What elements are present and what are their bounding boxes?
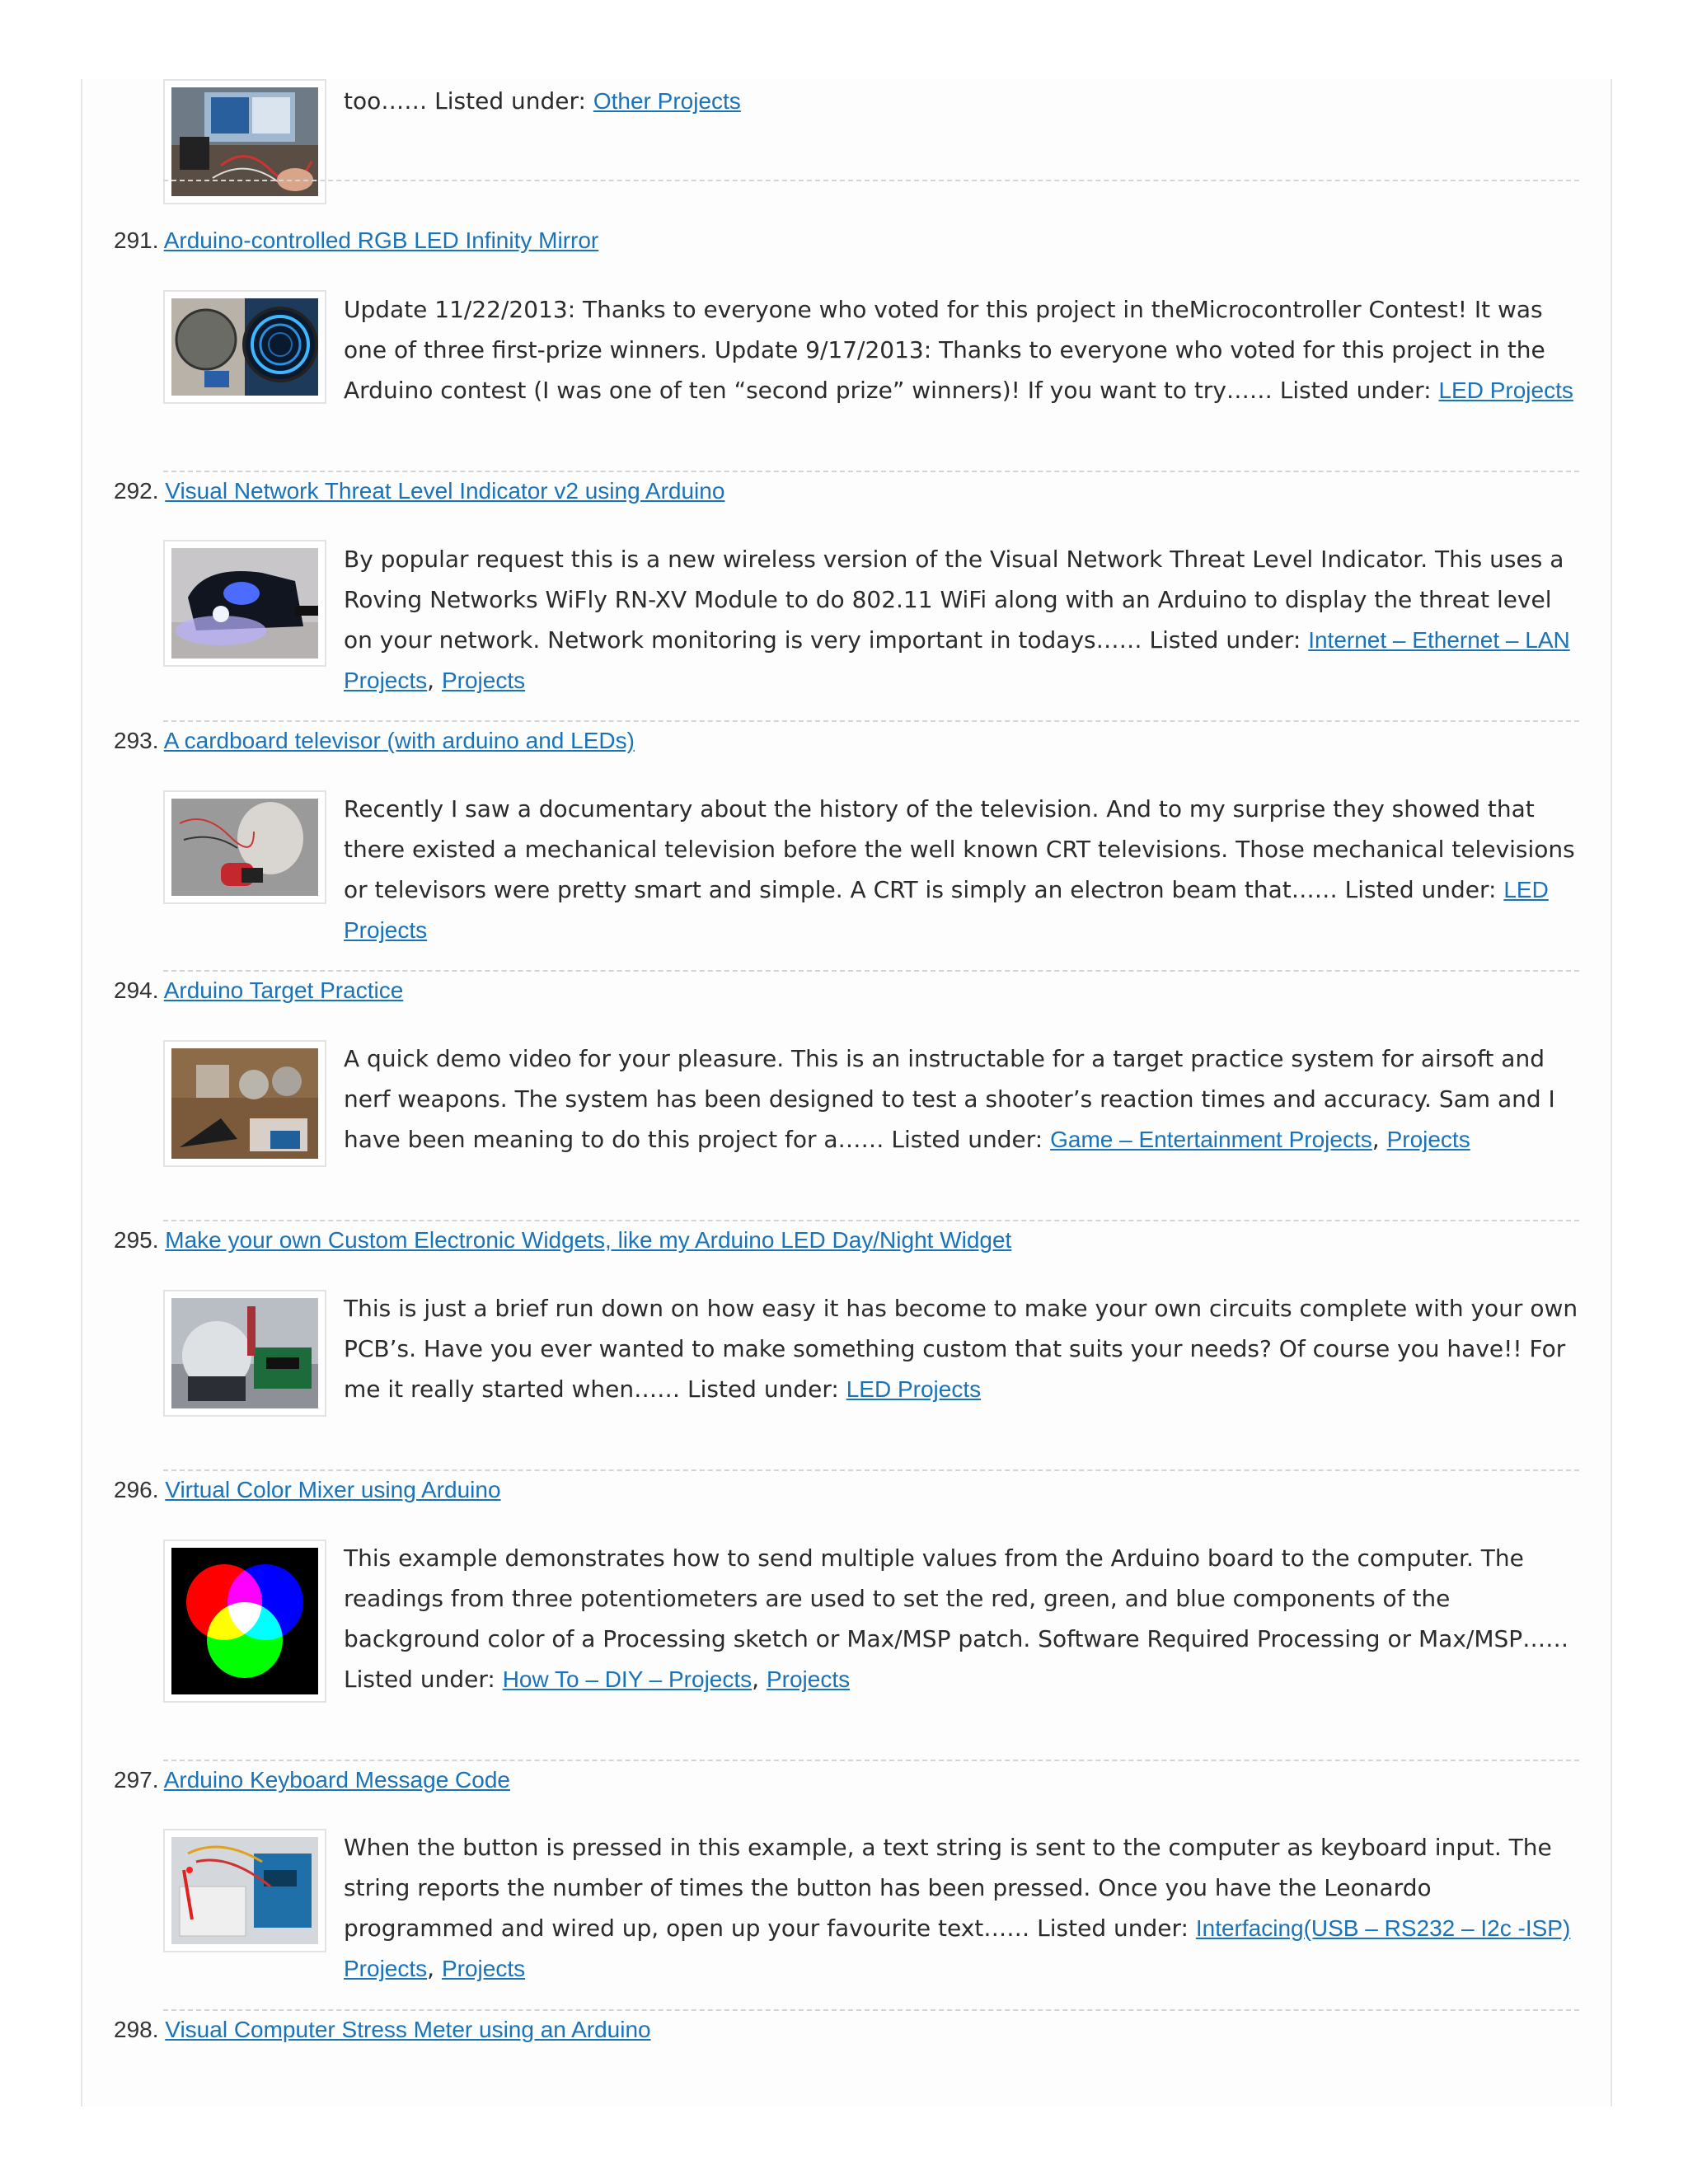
entry-number: 291. <box>114 227 164 253</box>
separator-comma: , <box>427 667 442 694</box>
entry-title-link[interactable]: A cardboard televisor (with arduino and LEDs) <box>163 728 635 753</box>
separator-comma: , <box>1372 1126 1387 1153</box>
entry-divider <box>163 180 1579 181</box>
description-text: This example demonstrates how to send multiple values from the Arduino board to the computer. The readings from three potentiometers are used to set the red, green, and blue components of the background color of a Processing sketch or Max/MSP patch. Software Required Processing or Max/MSP…… Listed under: <box>344 1544 1569 1693</box>
entry-divider <box>163 1220 1579 1221</box>
entry-296-thumbnail[interactable] <box>163 1540 326 1703</box>
entry-number: 298. <box>114 2017 166 2042</box>
entry-number: 292. <box>114 478 166 504</box>
entry-290-description <box>344 81 1582 121</box>
entry-291-thumbnail[interactable] <box>163 290 326 404</box>
entry-title-link[interactable]: Arduino Target Practice <box>163 977 404 1003</box>
entry-title-link[interactable]: Visual Network Threat Level Indicator v2 using Arduino <box>165 478 725 504</box>
category-link[interactable]: LED Projects <box>344 877 1549 943</box>
category-link[interactable]: How To – DIY – Projects <box>502 1666 753 1692</box>
category-link[interactable]: LED Projects <box>846 1376 982 1402</box>
description-text: Recently I saw a documentary about the history of the television. And to my surprise they showed that there existed a mechanical television before the well known CRT televisions. Those mechanical televisions or televisors were pretty smart and simple. A CRT is simply an electron beam that…… Listed under: <box>344 795 1575 903</box>
entry-divider <box>163 2009 1579 2011</box>
entry-296-description <box>344 1538 1582 1699</box>
description-text: This is just a brief run down on how easy it has become to make your own circuits complete with your own PCB’s. Have you ever wanted to make something custom that suits your needs? Of course you have!! For me it really started when…… Listed under: <box>344 1295 1578 1403</box>
entry-number: 293. <box>114 728 164 753</box>
entry-291-heading <box>114 224 598 257</box>
entry-divider <box>163 471 1579 472</box>
category-link[interactable]: Projects <box>1386 1127 1470 1152</box>
entry-divider <box>163 1760 1579 1761</box>
entry-293-thumbnail[interactable] <box>163 790 326 904</box>
category-link[interactable]: Projects <box>766 1666 851 1692</box>
entry-title-link[interactable]: Virtual Color Mixer using Arduino <box>165 1477 501 1502</box>
entry-293-description <box>344 789 1582 950</box>
day-night-widget-image <box>171 1298 318 1408</box>
entry-292-description <box>344 539 1582 701</box>
description-text: Update 11/22/2013: Thanks to everyone who voted for this project in theMicrocontroller Contest! It was one of three first-prize winners. Update 9/17/2013: Thanks to everyone who voted for this project in the Arduino contest (I was one of ten “second prize” winners)! If you want to try…… Listed under: <box>344 296 1545 404</box>
category-link[interactable]: Internet – Ethernet – LAN Projects <box>344 627 1570 693</box>
category-link[interactable]: Game – Entertainment Projects <box>1050 1127 1372 1152</box>
entry-divider <box>163 720 1579 722</box>
target-practice-image <box>171 1048 318 1159</box>
entry-292-heading <box>114 475 724 508</box>
entry-number: 296. <box>114 1477 166 1502</box>
entry-divider <box>163 970 1579 972</box>
entry-295-heading <box>114 1224 1011 1257</box>
entry-294-heading <box>114 974 403 1007</box>
category-link[interactable]: Interfacing(USB – RS232 – I2c -ISP) Projects <box>344 1915 1571 1981</box>
entry-293-heading <box>114 724 635 757</box>
entry-298-heading <box>114 2013 651 2046</box>
entry-297-thumbnail[interactable] <box>163 1829 326 1952</box>
entry-title-link[interactable]: Visual Computer Stress Meter using an Arduino <box>165 2017 651 2042</box>
rgb-color-mixer-image <box>171 1548 318 1694</box>
entry-295-description <box>344 1288 1582 1409</box>
category-link[interactable]: Projects <box>441 668 526 693</box>
entry-number: 295. <box>114 1227 166 1253</box>
category-link[interactable]: LED Projects <box>1438 377 1573 403</box>
entry-title-link[interactable]: Arduino-controlled RGB LED Infinity Mirror <box>163 227 599 253</box>
threat-indicator-image <box>171 548 318 658</box>
entry-294-description <box>344 1038 1582 1160</box>
category-link[interactable]: Projects <box>441 1956 526 1981</box>
entry-297-heading <box>114 1764 510 1797</box>
entry-title-link[interactable]: Arduino Keyboard Message Code <box>163 1767 510 1793</box>
entry-number: 297. <box>114 1767 164 1793</box>
keyboard-message-image <box>171 1837 318 1944</box>
separator-comma: , <box>427 1955 442 1982</box>
description-text: A quick demo video for your pleasure. This is an instructable for a target practice system for airsoft and nerf weapons. The system has been designed to test a shooter’s reaction times and accuracy. Sam and I have been meaning to do this project for a…… Listed under: <box>344 1045 1555 1153</box>
entry-294-thumbnail[interactable] <box>163 1040 326 1167</box>
entry-number: 294. <box>114 977 164 1003</box>
entry-291-description <box>344 289 1582 410</box>
entry-divider <box>163 1469 1579 1471</box>
description-text: too…… Listed under: <box>344 87 593 115</box>
description-text: By popular request this is a new wireless version of the Visual Network Threat Level Indicator. This uses a Roving Networks WiFly RN-XV Module to do 802.11 WiFi along with an Arduino to display the threat level on your network. Network monitoring is very important in todays…… Listed under: <box>344 546 1564 654</box>
entry-title-link[interactable]: Make your own Custom Electronic Widgets, like my Arduino LED Day/Night Widget <box>165 1227 1012 1253</box>
entry-296-heading <box>114 1474 501 1507</box>
entry-290-thumbnail[interactable] <box>163 79 326 204</box>
category-link[interactable]: Other Projects <box>593 88 741 114</box>
entry-292-thumbnail[interactable] <box>163 540 326 667</box>
separator-comma: , <box>752 1666 767 1693</box>
entry-297-description <box>344 1827 1582 1989</box>
infinity-mirror-image <box>171 298 318 396</box>
entry-295-thumbnail[interactable] <box>163 1290 326 1417</box>
description-text: When the button is pressed in this example, a text string is sent to the computer as keyboard input. The string reports the number of times the button has been pressed. Once you have the Leonardo programmed and wired up, open up your favourite text…… Listed under: <box>344 1834 1552 1942</box>
cardboard-televisor-image <box>171 799 318 896</box>
